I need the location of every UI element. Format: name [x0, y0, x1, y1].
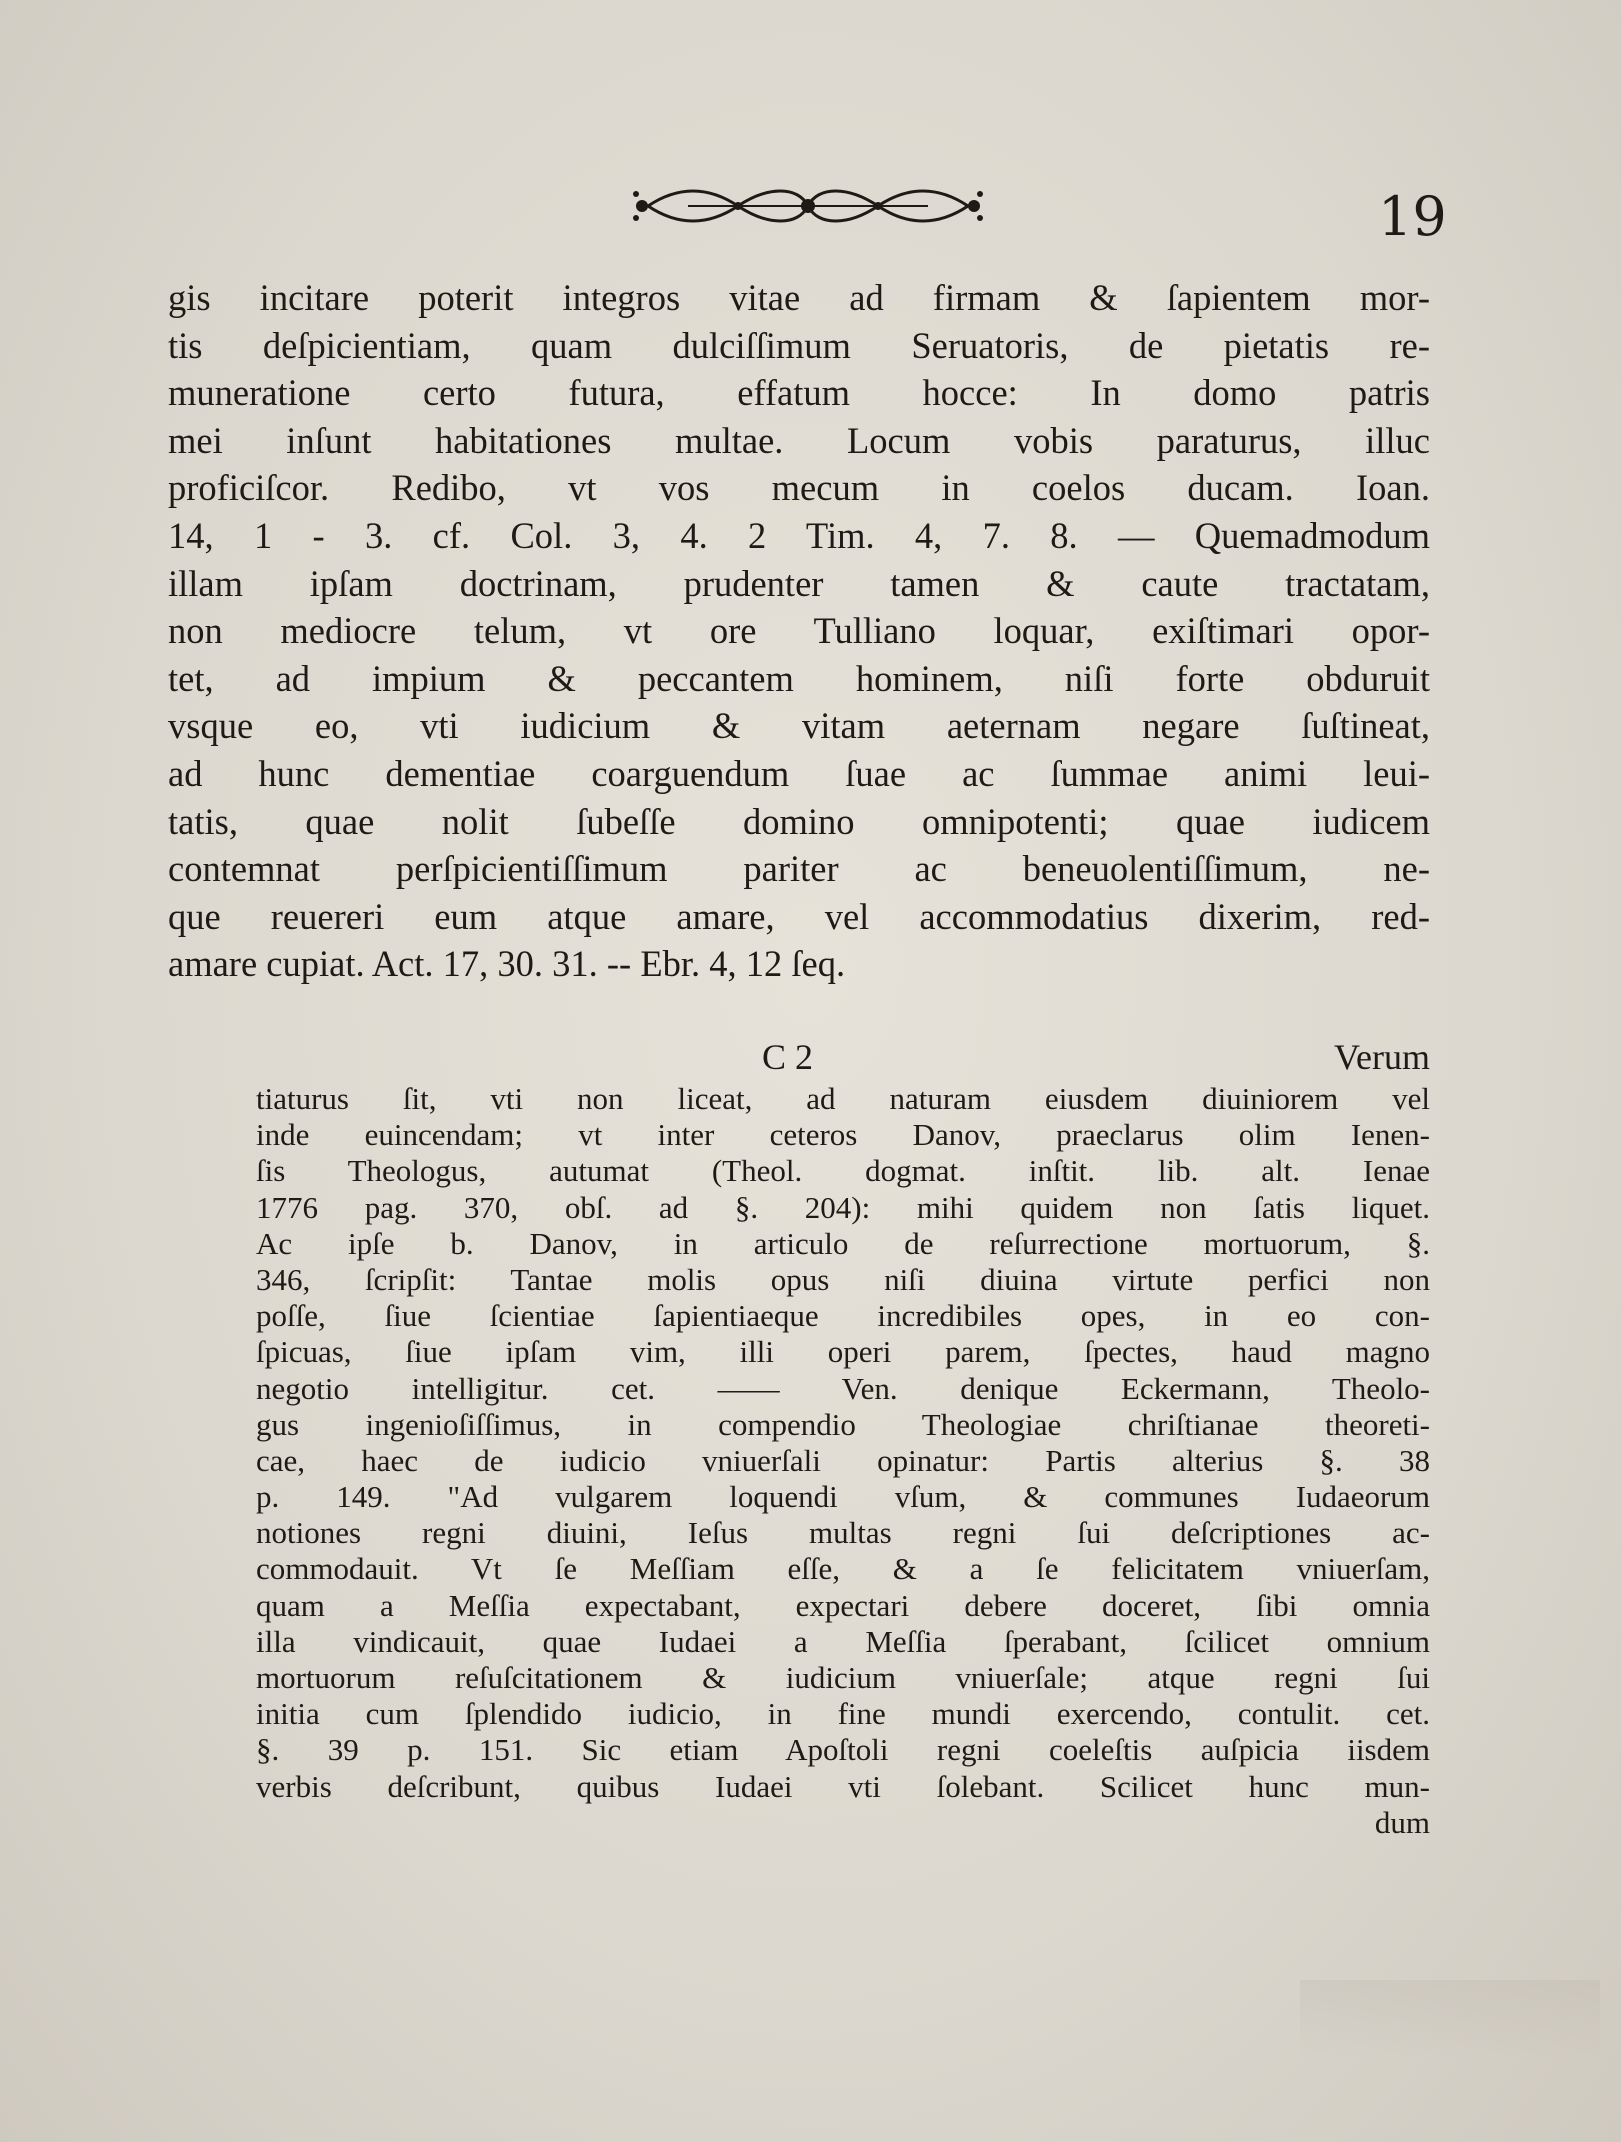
text-line: amare cupiat. Act. 17, 30. 31. -- Ebr. 4, 12 ſeq.: [168, 943, 846, 985]
footnote-line: dum: [1374, 1804, 1430, 1840]
text-line: proficiſcor. Redibo, vt vos mecum in coelos ducam. Ioan.: [168, 467, 1430, 509]
text-line: illam ipſam doctrinam, prudenter tamen & caute tractatam,: [168, 562, 1430, 604]
footnote-line: Ac ipſe b. Danov, in articulo de reſurrectione mortuorum, §.: [256, 1225, 1430, 1261]
footnote-line: 1776 pag. 370, obſ. ad §. 204): mihi quidem non ſatis liquet.: [256, 1189, 1430, 1225]
footnote-line: §. 39 p. 151. Sic etiam Apoſtoli regni coeleſtis auſpicia iisdem: [256, 1732, 1430, 1768]
footnote-line: inde euincendam; vt inter ceteros Danov, praeclarus olim Ienen-: [256, 1117, 1430, 1153]
catchline: [168, 1033, 1430, 1081]
footnote-line: poſſe, ſiue ſcientiae ſapientiaeque incredibiles opes, in eo con-: [256, 1298, 1430, 1334]
catchword: Verum: [1334, 1037, 1430, 1077]
text-line: gis incitare poterit integros vitae ad firmam & ſapientem mor-: [168, 277, 1430, 318]
footnote-line: 346, ſcripſit: Tantae molis opus niſi diuina virtute perfici non: [256, 1261, 1430, 1297]
text-line: tatis, quae nolit ſubeſſe domino omnipotenti; quae iudicem: [168, 800, 1430, 842]
footnote-line: notiones regni diuini, Ieſus multas regni ſui deſcriptiones ac-: [256, 1515, 1430, 1551]
footnote-line: verbis deſcribunt, quibus Iudaei vti ſolebant. Scilicet hunc mun-: [256, 1768, 1430, 1804]
main-text-block: [168, 274, 1430, 988]
signature-mark: C 2: [762, 1037, 814, 1077]
footnote-line: commodauit. Vt ſe Meſſiam eſſe, & a ſe felicitatem vniuerſam,: [256, 1551, 1430, 1587]
footnote-line: ſis Theologus, autumat (Theol. dogmat. inſtit. lib. alt. Ienae: [256, 1153, 1430, 1189]
footnote-line: initia cum ſplendido iudicio, in fine mundi exercendo, contulit. cet.: [256, 1696, 1430, 1732]
text-line: muneratione certo futura, effatum hocce: In domo patris: [168, 372, 1430, 414]
footnote-line: ſpicuas, ſiue ipſam vim, illi operi parem, ſpectes, haud magno: [256, 1334, 1430, 1370]
footnote-line: p. 149. "Ad vulgarem loquendi vſum, & communes Iudaeorum: [256, 1479, 1430, 1515]
footnote-line: gus ingenioſiſſimus, in compendio Theologiae chriſtianae theoreti-: [256, 1406, 1430, 1442]
text-line: tet, ad impium & peccantem hominem, niſi forte obduruit: [168, 657, 1430, 699]
text-line: contemnat perſpicientiſſimum pariter ac beneuolentiſſimum, ne-: [168, 848, 1430, 890]
text-line: que reuereri eum atque amare, vel accommodatius dixerim, red-: [168, 895, 1430, 937]
show-through-shadow: [1300, 1980, 1600, 2060]
text-line: mei inſunt habitationes multae. Locum vobis paraturus, illuc: [168, 419, 1430, 461]
ornament-icon: [628, 178, 988, 234]
text-line: vsque eo, vti iudicium & vitam aeternam negare ſuſtineat,: [168, 705, 1430, 747]
footnote-line: mortuorum reſuſcitationem & iudicium vniuerſale; atque regni ſui: [256, 1660, 1430, 1695]
page-number: 19: [1378, 185, 1447, 248]
text-line: non mediocre telum, vt ore Tulliano loquar, exiſtimari opor-: [168, 610, 1430, 652]
text-line: 14, 1 - 3. cf. Col. 3, 4. 2 Tim. 4, 7. 8. — Quemadmodum: [168, 514, 1430, 556]
footnote-line: cae, haec de iudicio vniuerſali opinatur: Partis alterius §. 38: [256, 1442, 1430, 1478]
text-line: tis deſpicientiam, quam dulciſſimum Seruatoris, de pietatis re-: [168, 324, 1430, 366]
footnote-line: illa vindicauit, quae Iudaei a Meſſia ſperabant, ſcilicet omnium: [256, 1623, 1430, 1659]
footnote-line: negotio intelligitur. cet. —— Ven. denique Eckermann, Theolo-: [256, 1370, 1430, 1406]
text-line: ad hunc dementiae coarguendum ſuae ac ſummae animi leui-: [168, 752, 1430, 794]
footnote-block: [256, 1081, 1430, 1841]
footnote-line: tiaturus ſit, vti non liceat, ad naturam eiusdem diuiniorem vel: [256, 1081, 1430, 1116]
footnote-line: quam a Meſſia expectabant, expectari debere doceret, ſibi omnia: [256, 1587, 1430, 1623]
